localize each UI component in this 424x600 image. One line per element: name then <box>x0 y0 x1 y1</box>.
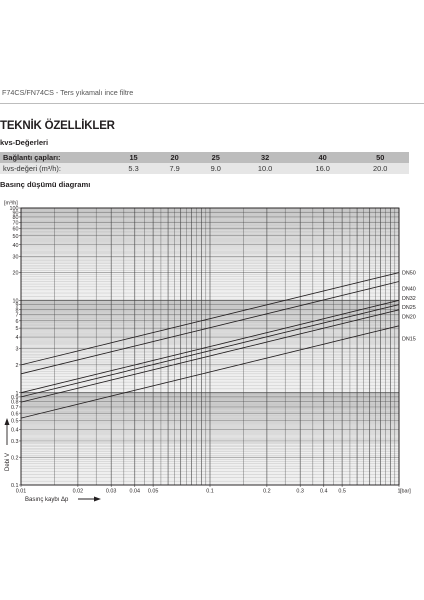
y-tick-label: 50 <box>12 233 19 240</box>
section-title: TEKNİK ÖZELLİKLER <box>0 120 115 132</box>
y-tick-label: 0.5 <box>11 418 19 425</box>
y-tick-label: 2 <box>15 362 19 369</box>
y-tick-label: 7 <box>15 312 19 319</box>
x-tick-label: 0.03 <box>105 488 117 495</box>
size-25: 25 <box>195 152 236 163</box>
diagram-title: Basınç düşümü diagramı <box>0 180 91 189</box>
x-tick-label: 0.1 <box>206 488 214 495</box>
x-tick-label: 0.04 <box>129 488 141 495</box>
y-tick-label: 30 <box>12 254 19 261</box>
y-tick-label: 60 <box>12 226 19 233</box>
y-tick-label: 4 <box>15 335 19 342</box>
size-32: 32 <box>236 152 294 163</box>
series-label-dn40: DN40 <box>402 286 416 293</box>
x-axis-label: Basınç kaybı Δp <box>25 497 69 503</box>
x-tick-label: 0.02 <box>72 488 84 495</box>
kvs-32: 10.0 <box>236 163 294 174</box>
kvs-table <box>0 152 409 174</box>
y-tick-label: 0.1 <box>11 483 19 490</box>
y-tick-label: 0.8 <box>11 399 19 406</box>
size-50: 50 <box>351 152 409 163</box>
y-tick-label: 6 <box>15 318 19 325</box>
x-tick-label: 1 <box>397 488 401 495</box>
y-tick-label: 0.4 <box>11 427 19 434</box>
pressure-drop-chart <box>0 195 424 515</box>
x-axis-arrow-head <box>94 497 101 502</box>
size-row-label: Bağlantı çapları: <box>0 152 113 163</box>
size-40: 40 <box>294 152 352 163</box>
y-tick-label: 0.9 <box>11 394 19 401</box>
y-tick-label: 100 <box>9 206 19 213</box>
kvs-20: 7.9 <box>154 163 195 174</box>
y-tick-label: 0.7 <box>11 405 19 412</box>
size-15: 15 <box>113 152 154 163</box>
x-tick-label: 0.5 <box>338 488 346 495</box>
y-tick-label: 20 <box>12 270 19 277</box>
series-label-dn32: DN32 <box>402 295 416 302</box>
x-tick-label: 0.05 <box>147 488 159 495</box>
y-axis-arrow-head <box>5 418 10 425</box>
y-tick-label: 40 <box>12 242 19 249</box>
y-tick-label: 9 <box>15 302 19 309</box>
x-tick-label: 0.01 <box>15 488 27 495</box>
size-20: 20 <box>154 152 195 163</box>
x-tick-label: 0.4 <box>320 488 328 495</box>
y-tick-label: 5 <box>15 326 19 333</box>
y-tick-label: 8 <box>15 307 19 314</box>
series-label-dn20: DN20 <box>402 314 416 321</box>
y-tick-label: 70 <box>12 220 19 227</box>
series-label-dn15: DN15 <box>402 336 416 343</box>
y-tick-label: 1 <box>15 390 19 397</box>
x-tick-label: 0.3 <box>296 488 304 495</box>
y-tick-label: 0.6 <box>11 411 19 418</box>
y-tick-label: 0.2 <box>11 455 19 462</box>
y-axis-label: Debi V <box>5 452 11 471</box>
product-title: F74CS/FN74CS - Ters yıkamalı ince filtre <box>2 88 134 97</box>
y-tick-label: 10 <box>12 298 19 305</box>
y-tick-label: 80 <box>12 215 19 222</box>
y-tick-label: 90 <box>12 210 19 217</box>
series-label-dn50: DN50 <box>402 270 416 277</box>
y-tick-label: 0.3 <box>11 439 19 446</box>
y-tick-label: 3 <box>15 346 19 353</box>
kvs-40: 16.0 <box>294 163 352 174</box>
y-unit-label: [m³/h] <box>4 200 18 207</box>
kvs-25: 9.0 <box>195 163 236 174</box>
x-unit-label: [bar] <box>400 488 411 495</box>
series-label-dn25: DN25 <box>402 305 416 312</box>
value-row-label: kvs-değeri (m³/h): <box>0 163 113 174</box>
kvs-value-row <box>0 163 409 174</box>
header-divider <box>0 103 424 104</box>
kvs-50: 20.0 <box>351 163 409 174</box>
kvs-15: 5.3 <box>113 163 154 174</box>
x-tick-label: 0.2 <box>263 488 271 495</box>
kvs-size-row <box>0 152 409 163</box>
kvs-title: kvs-Değerleri <box>0 138 49 147</box>
